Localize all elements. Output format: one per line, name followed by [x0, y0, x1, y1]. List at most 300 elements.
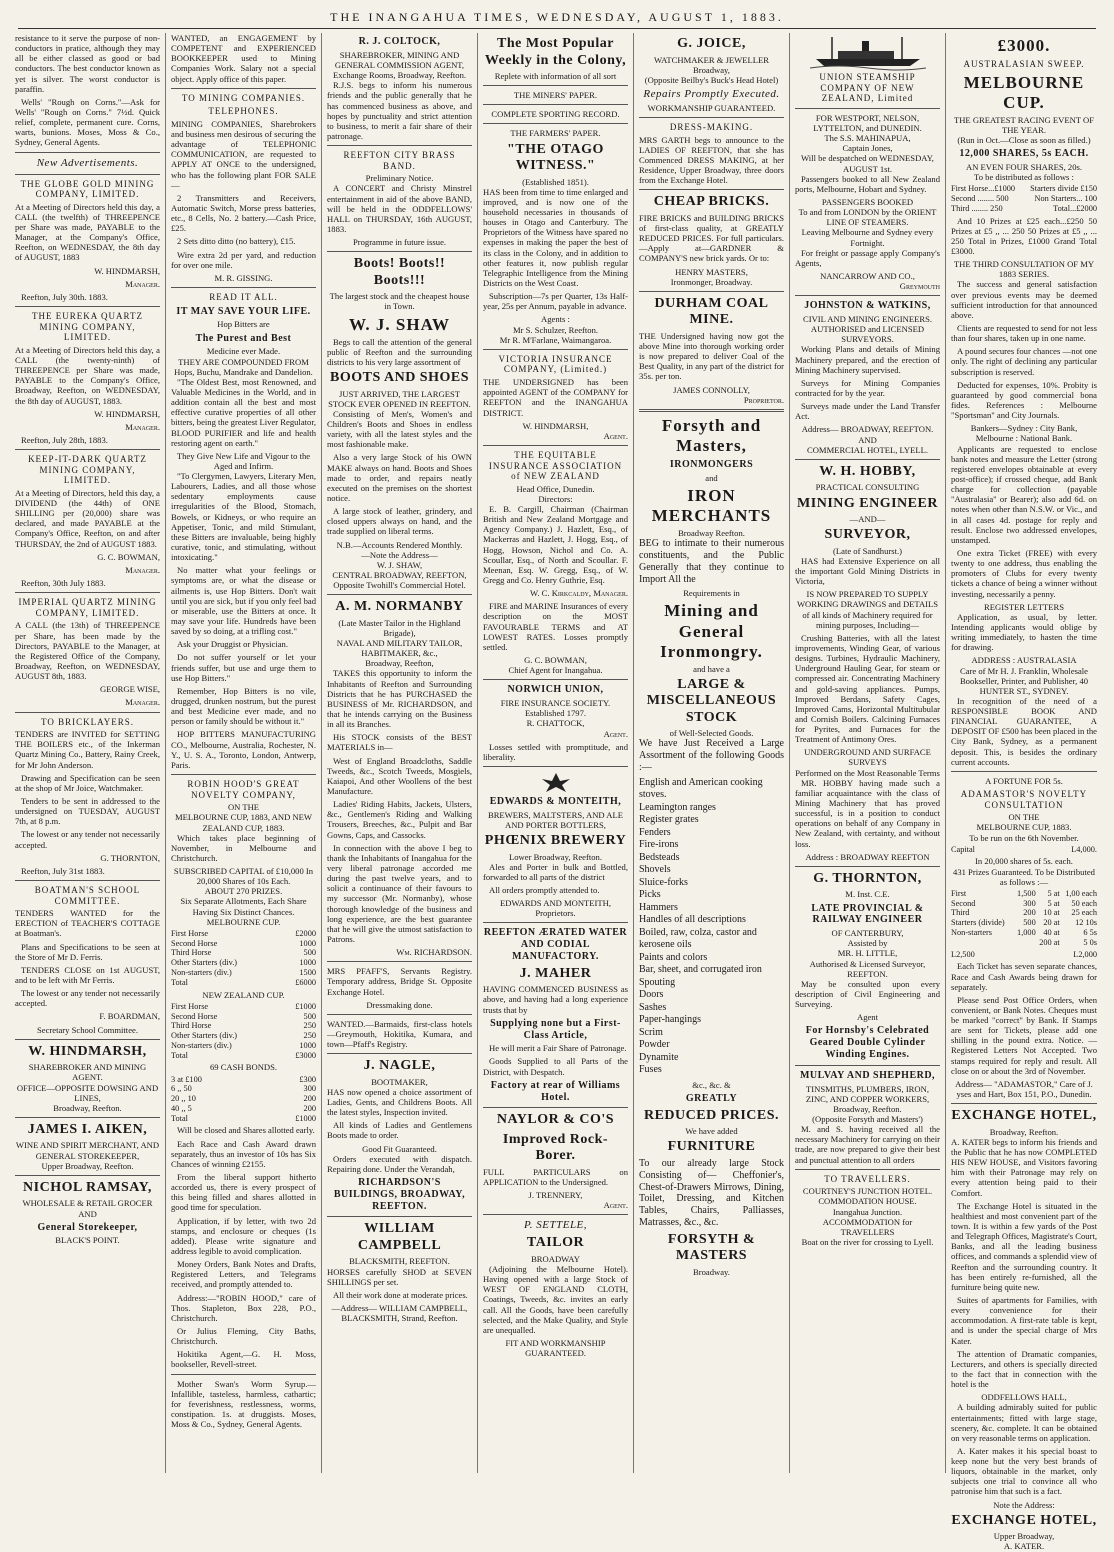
- ad-role: Agent.: [603, 430, 628, 441]
- table-row: [171, 1041, 316, 1051]
- ad-title: MINING ENGINEER: [797, 495, 938, 511]
- table-cell: 6 ,, 50: [171, 1084, 192, 1094]
- ad-address: COMMERCIAL HOTEL, LYELL.: [806, 444, 929, 455]
- ad-body: Money Orders, Bank Notes and Drafts, Registered Letters, and Telegrams received, and promptly attended to.: [171, 1259, 316, 1290]
- table-cell: 300: [1023, 898, 1036, 908]
- ad-date: Reefton, 30th July 1883.: [21, 578, 106, 589]
- table-cell: 250: [303, 1021, 316, 1031]
- capital-label: Capital: [951, 844, 975, 854]
- ad-title: BOATMAN'S SCHOOL COMMITTEE.: [34, 884, 141, 906]
- ad-body: At a Meeting of Directors, held this day, a DIVIDEND (the 44th) of ONE SHILLING per (20,000) share was declared, and made PAYABLE at the Company's Office, Reefton, on and after THURSDAY, the 2nd of AUGUST 1883.: [15, 487, 160, 549]
- table-cell: 1000: [299, 958, 316, 968]
- ad-body: Ask your Druggist or Physician.: [177, 639, 288, 650]
- ad-body: WANTED.—Barmaids, first-class hotels—Greymouth, Hokitika, Kumara, and town—Pfaff's Registry.: [327, 1018, 472, 1050]
- prize-table: [951, 184, 1097, 213]
- ad-sub: ODDFELLOWS HALL,: [981, 1392, 1067, 1403]
- ad-item: 2 Transmitters and Receivers, Automatic Switch, Morse press batteries, etc., 8 Cells, No. 2 battery.—Cash Price, £25.: [171, 192, 316, 234]
- divider: [15, 880, 160, 881]
- ad-sub: AUTHORISED and LICENSED SURVEYORS.: [810, 324, 925, 345]
- ad-address: Broadway.: [693, 1266, 730, 1277]
- list-item: Boiled, raw, colza, castor and kerosene oils: [639, 926, 757, 951]
- table-row: [951, 204, 1097, 214]
- divider: [327, 1014, 472, 1015]
- list-item: Spouting: [639, 976, 676, 988]
- ad-sub: SHAREBROKER, MINING AND GENERAL COMMISSION AGENT,: [334, 49, 465, 70]
- ad-body: West of England Broadcloths, Saddle Tweeds, &c., Scotch Tweeds, Mosgiels, Kaiapoi, And other Woollens of the best Manufacture.: [327, 755, 472, 796]
- table-cell: 50 each: [1071, 898, 1097, 908]
- capital-row: [951, 845, 1097, 855]
- table-cell: 1,000: [1017, 928, 1036, 938]
- table-row: [171, 1114, 316, 1124]
- section-heading: New Advertisements.: [36, 156, 139, 169]
- list-item: Dynamite: [639, 1051, 679, 1063]
- ad-body: Which takes place beginning of November, in Melbourne and Christchurch.: [171, 832, 316, 863]
- ad-body: Address:—"ROBIN HOOD," care of Thos. Stapleton, Box 228, P.O., Christchurch.: [171, 1292, 316, 1323]
- ad-body: A. KATER begs to inform his friends and the Public that he has now COMPLETED HIS NEW HOUSE, and Visitors favoring him with their Patronage may rely on every attention being paid to their Comfort.: [951, 1136, 1097, 1198]
- ad-sub: AN EVEN FOUR SHARES, 20s.: [965, 161, 1083, 172]
- ad-body: Do not suffer yourself or let your friends suffer, but use and urge them to use Hop Bitters.": [171, 652, 316, 683]
- table-cell: 40 at: [1043, 928, 1060, 938]
- ad-sub: GREATLY: [685, 1092, 738, 1104]
- ad-body: He will merit a Fair Share of Patronage.: [489, 1043, 627, 1054]
- ad-address: Broadway, Reefton.: [53, 1102, 122, 1113]
- table-cell: 12 10s: [1075, 918, 1097, 928]
- ad-sub: Mr S. Schulzer, Reefton.: [512, 324, 599, 335]
- ad-role: Agent.: [603, 1200, 628, 1211]
- prize-table: [171, 1002, 316, 1061]
- ad-sub: Factory at rear of Williams Hotel.: [490, 1079, 621, 1103]
- divider: [951, 771, 1097, 772]
- table-cell: 200: [303, 1103, 316, 1113]
- table-cell: 20 at: [1043, 918, 1060, 928]
- ad-address: Upper Broadway,: [993, 1531, 1055, 1542]
- ad-address: BLACK'S POINT.: [55, 1235, 120, 1246]
- table-row: [951, 938, 1097, 948]
- list-item: Paper-hangings: [639, 1014, 702, 1026]
- ad-date: Reefton, July 30th. 1883.: [21, 291, 108, 302]
- ad-body: IS NOW PREPARED TO SUPPLY WORKING DRAWINGS and DETAILS of all kinds of Machinery required for mining purposes, Including—: [796, 589, 939, 630]
- ad-body: Consisting of Men's, Women's and Children's Boots and Shoes in endless variety, with all the latest styles and the most fashionable make.: [327, 408, 472, 450]
- ad-sub: Directors:: [538, 493, 573, 504]
- table-row: [951, 918, 1097, 928]
- ad-body: Goods Supplied to all Parts of the District, with Despatch.: [483, 1056, 628, 1077]
- ad-body: At a Meeting of Directors held this day, a CALL (the twenty-ninth) of THREEPENCE per Share was made, PAYABLE to the Company's Office, Broadway, Reefton, on WEDNESDAY, the 8th day of AUGUST, 1883.: [15, 344, 160, 406]
- ad-body: Surveys for Mining Companies contracted for by the year.: [795, 377, 940, 398]
- ad-sub: Dressmaking done.: [366, 999, 433, 1010]
- ad-body: Application, if by letter, with two 2d stamps, and enclosure or cheques (1s added). Please write signature and address legible to avoid complication.: [171, 1215, 316, 1257]
- ad-sub: FIRE INSURANCE SOCIETY.: [500, 698, 611, 709]
- table-heading: 69 CASH BONDS.: [209, 1062, 278, 1073]
- ad-title: THE GLOBE GOLD MINING COMPANY, LIMITED.: [20, 178, 155, 200]
- ad-sub: Leaving Melbourne and Sydney every Fortnight.: [801, 227, 934, 248]
- ad-sub: of Well-Selected Goods.: [669, 728, 754, 739]
- ad-body: May be consulted upon every description of Civil Engineering and Surveying.: [795, 978, 940, 1010]
- ad-sub: In 20,000 shares of 5s. each.: [975, 856, 1073, 867]
- ad-title: VICTORIA INSURANCE COMPANY, (Limited.): [498, 353, 613, 375]
- table-cell: Non Starters... 100: [1034, 194, 1097, 204]
- ad-sub: Supplying none but a First-Class Article,: [490, 1017, 621, 1041]
- ad-address: Broadway,: [693, 64, 730, 75]
- table-cell: 5 at: [1047, 888, 1060, 898]
- ad-body: Mother Swan's Worm Syrup.—Infallible, tasteless, harmless, cathartic; for feverishness, restlessness, worms, constipation. 1s. at druggists. Moses, Moss & Co., Sydney, General Agents.: [171, 1378, 316, 1430]
- ad-signature: JAMES CONNOLLY,: [673, 384, 750, 395]
- ad-sub: Programme in future issue.: [352, 237, 447, 248]
- ad-title: G. THORNTON,: [813, 870, 922, 886]
- ad-sub: Mr R. M'Farlane, Waimangaroa.: [499, 334, 612, 345]
- ad-sub: PRACTICAL CONSULTING: [815, 482, 920, 493]
- ad-address: Address : BROADWAY REEFTON: [805, 851, 930, 862]
- divider: [639, 117, 784, 118]
- ad-body: R.J.S. begs to inform his numerous friends and the public generally that he has commenced business as above, and hopes by punctuality and strict attention to business, to merit a fair share of their patronage.: [327, 80, 472, 141]
- ad-role: Chief Agent for Inangahua.: [508, 665, 603, 676]
- ad-title: SURVEYOR,: [824, 527, 911, 543]
- ad-body: The lowest or any tender not necessarily accepted.: [15, 988, 160, 1009]
- divider: [483, 922, 628, 923]
- table-cell: Second: [951, 898, 976, 908]
- column-5: [634, 33, 790, 1473]
- ad-title: W. J. SHAW: [348, 314, 450, 334]
- ad-body: For freight or passage apply Company's Agents,: [795, 247, 940, 268]
- ad-body: TENDERS are INVITED for SETTING THE BOILERS etc., of the Inkerman Quartz Mining Co., Battery, Rainy Creek, for Mr John Anderson.: [15, 729, 160, 770]
- ad-signature: M. R. GISSING.: [214, 272, 273, 283]
- ad-body: HAS been from time to time enlarged and improved, and is now one of the household necessaries in thousands of houses in Otago and Canterbury. The Proprietors of the Witness have spared no expenses in making the paper the best of its class in the Colony, and in addition to other features it, now publish regular Telegraphic Intelligence from the Mining Districts on the West Coast.: [483, 186, 628, 289]
- ad-title: MULVAY AND SHEPHERD,: [799, 1069, 936, 1081]
- ad-sub: (Late Master Tailor in the Highland Brigade),: [338, 617, 461, 638]
- table-row: [171, 958, 316, 968]
- divider: [483, 679, 628, 680]
- ad-body: Passengers booked to all New Zealand ports, Melbourne, Hobart and Sydney.: [795, 173, 940, 194]
- ad-sub: MELBOURNE CUP, 1883, AND NEW ZEALAND CUP, 1883.: [174, 812, 313, 833]
- prize-table: [951, 889, 1097, 948]
- table-cell: 1500: [299, 968, 316, 978]
- table-cell: 1000: [299, 1040, 316, 1050]
- ad-body: THE UNDERSIGNED has been appointed AGENT of the COMPANY for REEFTON and the INANGAHUA DISTRICT.: [483, 377, 628, 418]
- ad-body: "To Clergymen, Lawyers, Literary Men, Labourers, Ladies, and all those whose sedentary employments cause irregularities of the Blood, Stomach, Bowels, or Kidneys, or who require an Appetiser, Tonic, and mild Stimulant, these Bitters are invaluable, being highly curative, tonic, and stimulating, without intoxicating.": [171, 471, 316, 563]
- ad-sub: Medicine ever Made.: [206, 346, 281, 357]
- divider: [327, 961, 472, 962]
- ad-sub: 12,000 SHARES, 5s EACH.: [959, 148, 1089, 160]
- table-row: [951, 899, 1097, 909]
- column-1: [10, 33, 166, 1473]
- divider: [483, 349, 628, 350]
- ad-title: READ IT ALL.: [209, 292, 278, 303]
- ad-sub: ON THE: [227, 802, 260, 813]
- table-row: [171, 1075, 316, 1085]
- ad-sub: ABOUT 270 PRIZES.: [204, 886, 283, 897]
- ad-item: 2 Sets ditto ditto (no battery), £15.: [177, 236, 296, 247]
- ad-title: LARGE & MISCELLANEOUS STOCK: [646, 676, 777, 725]
- ad-sub: Authorised & Licensed Surveyor,: [809, 958, 926, 969]
- ad-sub: To be run on the 6th November.: [969, 832, 1079, 843]
- ad-sub: Agent: [856, 1012, 878, 1023]
- list-item: Hammers: [639, 901, 678, 913]
- ad-sub: BREWERS, MALTSTERS, AND ALE AND PORTER BOTTLERS,: [487, 809, 624, 830]
- ad-title: G. JOICE,: [677, 36, 746, 51]
- ad-title: PHŒNIX BREWERY: [484, 833, 627, 849]
- table-cell: Third Horse: [171, 1021, 212, 1031]
- ad-address: RICHARDSON'S BUILDINGS, BROADWAY, REEFTON.: [333, 1177, 466, 1212]
- ad-sub: The S.S. MAHINAPUA,: [824, 133, 911, 144]
- table-cell: First Horse: [171, 928, 209, 938]
- ad-sub: Agents :: [541, 314, 570, 325]
- table-cell: Non-starters (div.): [171, 1040, 232, 1050]
- table-cell: £300: [299, 1074, 316, 1084]
- list-item: Register grates: [639, 814, 699, 826]
- table-cell: Starters (divide): [951, 918, 1005, 928]
- ad-body: HORSES carefully SHOD at SEVEN SHILLINGS per set.: [327, 1266, 472, 1287]
- ad-body: WHOLESALE & RETAIL GROCER: [22, 1198, 153, 1209]
- ad-body: (Adjoining the Melbourne Hotel). Having opened with a large Stock of WEST OF ENGLAND CLOTH, Coatings, Tweeds, &c. invites an early call. All the Goods, have been carefully selected, and the Make Quality, and Style are unequalled.: [483, 1264, 628, 1335]
- table-cell: 1000: [299, 938, 316, 948]
- ad-body: Plans and Specifications to be seen at the Store of Mr D. Ferris.: [15, 941, 160, 962]
- ad-sub: FIT AND WORKMANSHIP GUARANTEED.: [505, 1338, 606, 1359]
- ad-sub: WATCHMAKER & JEWELLER: [653, 54, 770, 65]
- divider: [15, 1039, 160, 1040]
- total-right: L2,000: [1073, 949, 1097, 959]
- ad-body: From the liberal support hitherto accorded us, there is every prospect of this being filled and shares allotted in good time for speculation.: [171, 1172, 316, 1213]
- ad-sub: ACCOMMODATION for TRAVELLERS: [822, 1216, 913, 1237]
- list-item: Handles of all descriptions: [639, 914, 746, 926]
- ad-sub: Requirements in: [683, 588, 740, 599]
- ad-sub: Head Office, Dunedin.: [516, 483, 595, 494]
- ad-role: Secretary School Committee.: [37, 1024, 138, 1035]
- ad-title: £3000.: [997, 36, 1051, 55]
- ad-sub: CIVIL AND MINING ENGINEERS.: [802, 314, 933, 325]
- ad-sub: and have a: [693, 663, 730, 674]
- table-cell: 1,500: [1017, 888, 1036, 898]
- ad-title: THE EUREKA QUARTZ MINING COMPANY, LIMITED.: [32, 311, 143, 343]
- ad-title: "THE OTAGO WITNESS.": [507, 141, 604, 174]
- column-3: [322, 33, 478, 1473]
- ad-signature: W. HINDMARSH,: [94, 408, 160, 419]
- ad-body: The success and general satisfaction over previous events may be deemed sufficient introduction for that announced above.: [951, 279, 1097, 320]
- ad-sub: The Purest and Best: [195, 332, 292, 344]
- ad-body: Tenders to be sent in addressed to the undersigned on TUESDAY, AUGUST 7th, at 8 p.m.: [15, 795, 160, 827]
- list-item: Scrim: [639, 1026, 663, 1038]
- ad-title: R. J. COLTOCK,: [358, 36, 441, 47]
- intro-paragraph: resistance to it serve the purpose of non-conductors in pratice, although they may all be either classed as good or bad conductors. The best conductor known as yet is silver. The worst conductor is paraffin.: [15, 33, 160, 94]
- ad-sub: REEFTON.: [847, 968, 888, 979]
- ad-body: FIRE BRICKS and BUILDING BRICKS of first-class quality, at GREATLY REDUCED PRICES. For full particulars.—Apply at—GARDNER & COMPANY'S new brick yards. Or to:: [639, 212, 784, 264]
- ad-address: ADDRESS : AUSTRALASIA: [971, 655, 1077, 666]
- divider: [327, 1053, 472, 1054]
- ad-body: Working Plans and details of Mining Machinery prepared, and the erection of Mining Machinery supervised.: [795, 344, 940, 375]
- ad-body: TENDERS WANTED for the ERECTION of TEACHER'S COTTAGE at Boatman's.: [15, 908, 160, 939]
- table-cell: 1,00 each: [1065, 888, 1097, 898]
- ad-sub: (Late of Sandhurst.): [833, 545, 902, 556]
- total-left: L2,500: [951, 949, 975, 959]
- ad-sub: &c., &c. &: [692, 1079, 731, 1090]
- ad-title: EDWARDS & MONTEITH,: [489, 795, 622, 807]
- ad-address: Upper Broadway, Reefton.: [41, 1160, 134, 1171]
- ad-title: The Most Popular Weekly in the Colony,: [484, 36, 627, 68]
- ad-sub: Replete with information of all sort: [494, 71, 617, 82]
- ad-body: General Storekeeper,: [37, 1221, 138, 1233]
- ad-sub: Note the Address:: [993, 1499, 1055, 1510]
- divider: [483, 766, 628, 767]
- list-item: Bedsteads: [639, 851, 680, 863]
- ad-address: Lower Broadway, Reefton.: [509, 851, 602, 862]
- ad-sub: Bankers—Sydney : City Bank, Melbourne : National Bank.: [970, 423, 1078, 444]
- list-item: Sluice-forks: [639, 876, 688, 888]
- ad-title: ROBIN HOOD'S GREAT NOVELTY COMPANY,: [187, 779, 300, 800]
- ad-body: Please send Post Office Orders, when convenient, or Bank Notes. Cheques must be marked "correct" by Bank. If Stamps are sent for Tickets, please add one shilling in the pound extra. Notice. —Registered Letters Not Accepted. Two stamps required for reply and result. All close on or about the 3rd of November.: [951, 994, 1097, 1076]
- ad-address: —Address— WILLIAM CAMPBELL, BLACKSMITH, Strand, Reefton.: [331, 1303, 468, 1324]
- ad-title: W. HINDMARSH,: [28, 1043, 147, 1059]
- ad-body: Losses settled with promptitude, and liberality.: [483, 741, 628, 762]
- ad-sub: PASSENGERS BOOKED: [821, 196, 914, 207]
- table-row: [171, 1051, 316, 1061]
- ad-title: W. H. HOBBY,: [819, 463, 916, 479]
- ad-body: SHAREBROKER AND MINING AGENT.: [28, 1062, 147, 1083]
- ad-body: BEG to intimate to their numerous constituents, and the Public Generally that they continue to Import All the: [639, 538, 784, 585]
- ad-title: NAYLOR & CO'S: [496, 1112, 615, 1128]
- table-row: [171, 1021, 316, 1031]
- ad-title: KEEP-IT-DARK QUARTZ MINING COMPANY, LIMITED.: [28, 454, 147, 486]
- ad-address: Broadway, Reefton.: [833, 1103, 902, 1114]
- list-item: Leamington ranges: [639, 801, 716, 813]
- ad-body: A pound secures four chances —not one only. The right of declining any particular subscription is reserved.: [951, 346, 1097, 377]
- table-cell: £1000: [295, 1001, 316, 1011]
- ad-title: IRON MERCHANTS: [651, 485, 772, 525]
- table-cell: Total: [171, 1113, 188, 1123]
- ad-sub: BLACKSMITH, REEFTON.: [349, 1256, 450, 1267]
- table-cell: Total...£2000: [1053, 203, 1097, 213]
- ad-body: And 10 Prizes at £25 each...£250 50 Prizes at £5 ,, ... 250 50 Prizes at £5 ,, ... 250 Total in Prizes, £1000 Grand Total £3000.: [951, 215, 1097, 257]
- ad-sub: —AND—: [849, 514, 886, 525]
- prize-table: [171, 1075, 316, 1124]
- ad-body: THE Undersigned having now got the above Mine into thorough working order is now prepared to deliver Coal of the Best Quality, in any part of the district for 35s. per ton.: [639, 330, 784, 382]
- column-6: [790, 33, 946, 1473]
- ad-body: "The Oldest Best, most Renowned, and Valuable Medicines in the World, and in addition contain all the best and most effective curative properties of all other bitters, being the greatest Liver Regulator, BLOOD PURIFIER and life and health restoring agent on earth.": [171, 376, 316, 448]
- ad-sub: Good Fit Guaranteed.: [362, 1143, 437, 1154]
- table-cell: Third Horse: [171, 948, 212, 958]
- ad-sub: Established 1797.: [524, 708, 587, 719]
- table-cell: First Horse...£1000: [951, 184, 1016, 194]
- divider: [171, 88, 316, 89]
- divider: [171, 1374, 316, 1375]
- ad-sub: (Opposite Forsyth and Masters'): [812, 1114, 923, 1125]
- ad-body: Also a very large Stock of his OWN MAKE always on hand. Boots and Shoes made to order, and repairs neatly executed on the premises on the shortest notice.: [327, 452, 472, 503]
- ad-sub: (Run in Oct.—Close as soon as filled.): [957, 135, 1091, 146]
- list-item: Fenders: [639, 826, 671, 838]
- capital-value: L4,000.: [1071, 844, 1097, 854]
- ad-sub: —Note the Address—: [361, 549, 438, 560]
- ad-title: CHEAP BRICKS.: [653, 194, 770, 210]
- ad-body: A large stock of leather, grindery, and closed uppers always on hand, and the trade supplied on liberal terms.: [327, 506, 472, 537]
- ad-sub: AUSTRALASIAN SWEEP.: [963, 59, 1085, 70]
- ad-sub: OF CANTERBURY,: [831, 928, 904, 939]
- ad-address: Exchange Rooms, Broadway, Reefton.: [332, 70, 467, 81]
- ad-sub: Inangahua Junction.: [832, 1206, 903, 1217]
- ad-sub: and: [705, 472, 718, 483]
- divider: [15, 1117, 160, 1118]
- ad-sub: TINSMITHS, PLUMBERS, IRON, ZINC, AND COPPER WORKERS,: [805, 1083, 930, 1104]
- divider: [795, 1065, 940, 1066]
- ad-role: Ironmonger, Broadway.: [670, 276, 753, 287]
- ad-title: IMPERIAL QUARTZ MINING COMPANY, LIMITED.: [18, 597, 157, 618]
- ad-body: Begs to call the attention of the general public of Reefton and the surrounding districts to his very large assortment of: [327, 336, 472, 367]
- ad-sub: THEY ARE COMPOUNDED FROM Hops, Buchu, Mandrake and Dandelion.: [174, 356, 313, 377]
- ad-title: NORWICH UNION,: [507, 684, 604, 696]
- list-item: Shovels: [639, 864, 671, 876]
- ad-body: All their work done at moderate prices.: [333, 1289, 468, 1300]
- ad-title: J. NAGLE,: [363, 1058, 436, 1074]
- ad-sub: JUST ARRIVED, THE LARGEST STOCK EVER OPENED IN REEFTON.: [328, 388, 471, 409]
- ad-title: EXCHANGE HOTEL,: [951, 1512, 1097, 1528]
- ad-sub: 431 Prizes Guaranteed. To be Distributed as follows :—: [953, 866, 1095, 887]
- ad-role: Proprietors.: [535, 908, 576, 919]
- ad-sub: IRONMONGERS: [669, 458, 754, 470]
- table-cell: 10 at: [1043, 908, 1060, 918]
- ad-title: Mining and General Ironmongry.: [660, 601, 763, 661]
- ad-role: Agent.: [603, 728, 628, 739]
- ad-sub: The largest stock and the cheapest house in Town.: [329, 291, 470, 312]
- ad-body: Deducted for expenses, 10%. Probity is guaranteed by good commercial bona fides. References : Melbourne "Sportsman" and City Journals.: [951, 379, 1097, 421]
- list-item: Bar, sheet, and corrugated iron: [639, 964, 762, 976]
- list-item: Fuses: [639, 1064, 662, 1076]
- ad-body: One extra Ticket (FREE) with every twenty to one address, thus enabling the promoters of Clubs for every twenty tickets a chance of being a winner without investing, necessarily a penny.: [951, 547, 1097, 599]
- divider: [15, 712, 160, 713]
- table-cell: Second ........ 500: [951, 194, 1009, 204]
- ad-body: A CONCERT and Christy Minstrel entertainment in aid of the above BAND, will be held in the ODDFELLOWS' HALL on THURSDAY, 16th AUGUST, 1883.: [327, 183, 472, 234]
- table-cell: First: [951, 888, 967, 898]
- ad-role: Manager.: [125, 564, 160, 575]
- ad-title: BOOTS AND SHOES: [330, 370, 469, 386]
- ad-body: They Give New Life and Vigour to the Aged and Infirm.: [176, 450, 311, 471]
- list-item: Powder: [639, 1039, 670, 1051]
- ad-role: Manager.: [125, 697, 160, 708]
- divider: [171, 774, 316, 775]
- divider: [795, 459, 940, 460]
- ad-address: Broadway, Reefton.: [989, 1126, 1059, 1137]
- divider: [483, 445, 628, 446]
- ad-body: A. Kater makes it his special boast to keep none but the very best brands of liquors, obtainable in the market, only subjects one trial to convince all who patronise him that such is a fact.: [951, 1445, 1097, 1497]
- ad-title: MELBOURNE CUP.: [963, 72, 1085, 112]
- table-cell: £1000: [295, 1113, 316, 1123]
- ad-body: Hokitika Agent,—G. H. Moss, bookseller, Revell-street.: [171, 1349, 316, 1370]
- ad-signature: W. HINDMARSH,: [522, 420, 589, 431]
- table-row: [171, 929, 316, 939]
- divider: [327, 251, 472, 252]
- ad-title: DRESS-MAKING.: [669, 122, 754, 133]
- ad-title: THE EQUITABLE INSURANCE ASSOCIATION of NEW ZEALAND: [488, 449, 623, 482]
- table-cell: Total: [171, 1050, 188, 1060]
- ad-signature: G. C. BOWMAN,: [524, 655, 587, 666]
- ad-title: LATE PROVINCIAL & RAILWAY ENGINEER: [811, 902, 924, 926]
- divider: [639, 189, 784, 190]
- ad-body: In recognition of the need of a RESPONSIBLE BOOK AND FINANCIAL GUARANTEE, A DEPOSIT OF £500 has been placed in the City Bank, Sydney, as a permanent deposit. This, is besides the ordinary current accounts.: [951, 695, 1097, 767]
- ad-title: P. SETTELE,: [523, 1219, 588, 1232]
- table-cell: Second Horse: [171, 938, 218, 948]
- ad-sub: To be distributed as follows :: [974, 172, 1074, 183]
- ad-body: Orders executed with dispatch. Repairing done. Under the Verandah,: [327, 1153, 472, 1174]
- ad-sub: Performed on the Most Reasonable Terms: [795, 767, 940, 778]
- divider: [483, 1107, 628, 1108]
- ad-body: Each Ticket has seven separate chances, Race and Cash Awards being drawn for separately.: [951, 961, 1097, 992]
- ad-body: Application, as usual, by letter. Intending applicants would oblige by writing immediately, to hasten the time for drawing.: [951, 611, 1097, 653]
- table-cell: 25 each: [1071, 908, 1097, 918]
- table-row: [171, 1094, 316, 1104]
- ad-title: A. M. NORMANBY: [335, 599, 464, 615]
- ad-address: Address— BROADWAY, REEFTON.: [801, 424, 934, 435]
- divider: [327, 145, 472, 146]
- ad-body: A CALL (the 13th) of THREEPENCE per Share, has been made by the Directors, PAYABLE to the Manager, at the Registered Office of the Company, Broadway, Reefton, on WEDNESDAY, AUGUST 8th, 1883.: [15, 620, 160, 682]
- table-row: [171, 968, 316, 978]
- table-cell: £2000: [295, 928, 316, 938]
- table-row: [171, 948, 316, 958]
- ad-body: We have Just Received a Large Assortment of the following Goods :—: [639, 738, 784, 774]
